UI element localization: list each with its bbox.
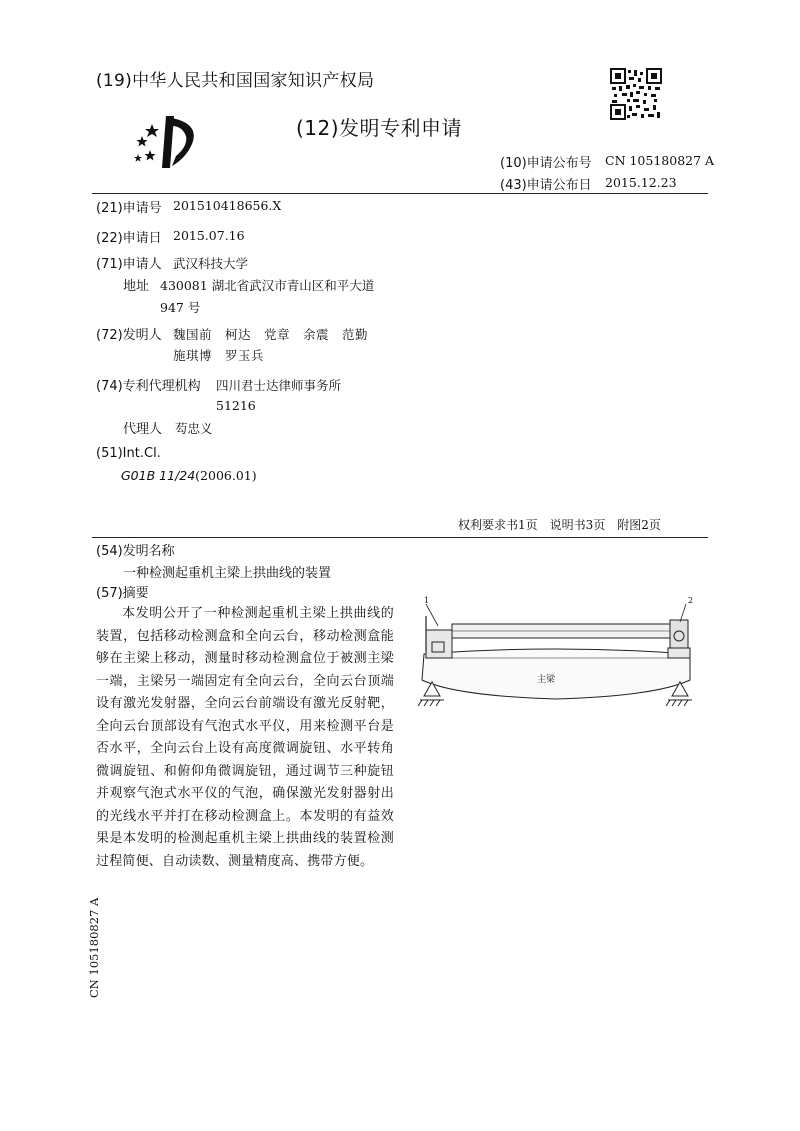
figure-callout-1: 1: [424, 596, 430, 605]
pub-no: CN 105180827 A: [605, 153, 715, 168]
inventors-label: (72)发明人: [96, 328, 162, 343]
agency-label: (74)专利代理机构: [96, 379, 201, 394]
pub-date-label: (43)申请公布日: [500, 178, 592, 193]
agency: 四川君士达律师事务所: [216, 378, 342, 393]
invention-title: 一种检测起重机主梁上拱曲线的装置: [123, 566, 332, 581]
office-name: (19)中华人民共和国国家知识产权局: [96, 71, 375, 91]
applicant-label: (71)申请人: [96, 257, 162, 272]
qr-code: [610, 68, 662, 120]
agent-label: 代理人: [123, 422, 163, 437]
app-no-label: (21)申请号: [96, 201, 162, 216]
applicant: 武汉科技大学: [173, 256, 249, 271]
address-line2: 947 号: [160, 300, 201, 315]
app-no: 201510418656.X: [173, 198, 282, 213]
figure-beam-label: 主梁: [537, 675, 556, 685]
address-label: 地址: [123, 279, 150, 294]
agency-code: 51216: [216, 398, 256, 413]
page-counts: 权利要求书1页 说明书3页 附图2页: [458, 518, 661, 532]
pub-date: 2015.12.23: [605, 175, 677, 190]
document-type: (12)发明专利申请: [296, 116, 463, 140]
body-divider: [92, 537, 708, 538]
header-divider: [92, 193, 708, 194]
agent: 芶忠义: [175, 421, 213, 436]
abstract-text: 本发明公开了一种检测起重机主梁上拱曲线的装置，包括移动检测盒和全向云台，移动检测盒能够在主梁上移动，测量时移动检测盒位于被测主梁一端，主梁另一端固定有全向云台，全向云台顶端设有激光发射器，全向云台前端设有激光反射靶，全向云台顶部设有气泡式水平仪，用来检测平台是否水平，全向云台上设有高度微调旋钮、水平转角微调旋钮、和俯仰角微调旋钮，通过调节三种旋钮并观察气泡式水平仪的气泡，确保激光发射器射出的光线水平并打在移动检测盒上。本发明的有益效果是本发明的检测起重机主梁上拱曲线的装置检测过程简便、自动读数、测量精度高、携带方便。: [96, 606, 394, 869]
intcl-version: (2006.01): [195, 468, 257, 483]
intcl-label: (51)Int.Cl.: [96, 446, 161, 461]
title-label: (54)发明名称: [96, 544, 175, 559]
side-publication-number: CN 105180827 A: [87, 897, 101, 998]
abstract-figure: [416, 592, 701, 720]
intcl-classification: [121, 465, 257, 484]
pub-no-label: (10)申请公布号: [500, 156, 592, 171]
inventors-line2: 施琪博 罗玉兵: [173, 348, 265, 363]
abstract-label: (57)摘要: [96, 586, 149, 601]
inventors-line1: 魏国前 柯达 党章 余震 范勤: [173, 327, 369, 342]
filing-date-label: (22)申请日: [96, 231, 162, 246]
figure-callout-2: 2: [688, 596, 694, 605]
cnipa-emblem: [128, 110, 210, 172]
intcl-code: G01B 11/24: [121, 468, 196, 483]
address-line1: 430081 湖北省武汉市青山区和平大道: [160, 278, 375, 293]
filing-date: 2015.07.16: [173, 228, 245, 243]
